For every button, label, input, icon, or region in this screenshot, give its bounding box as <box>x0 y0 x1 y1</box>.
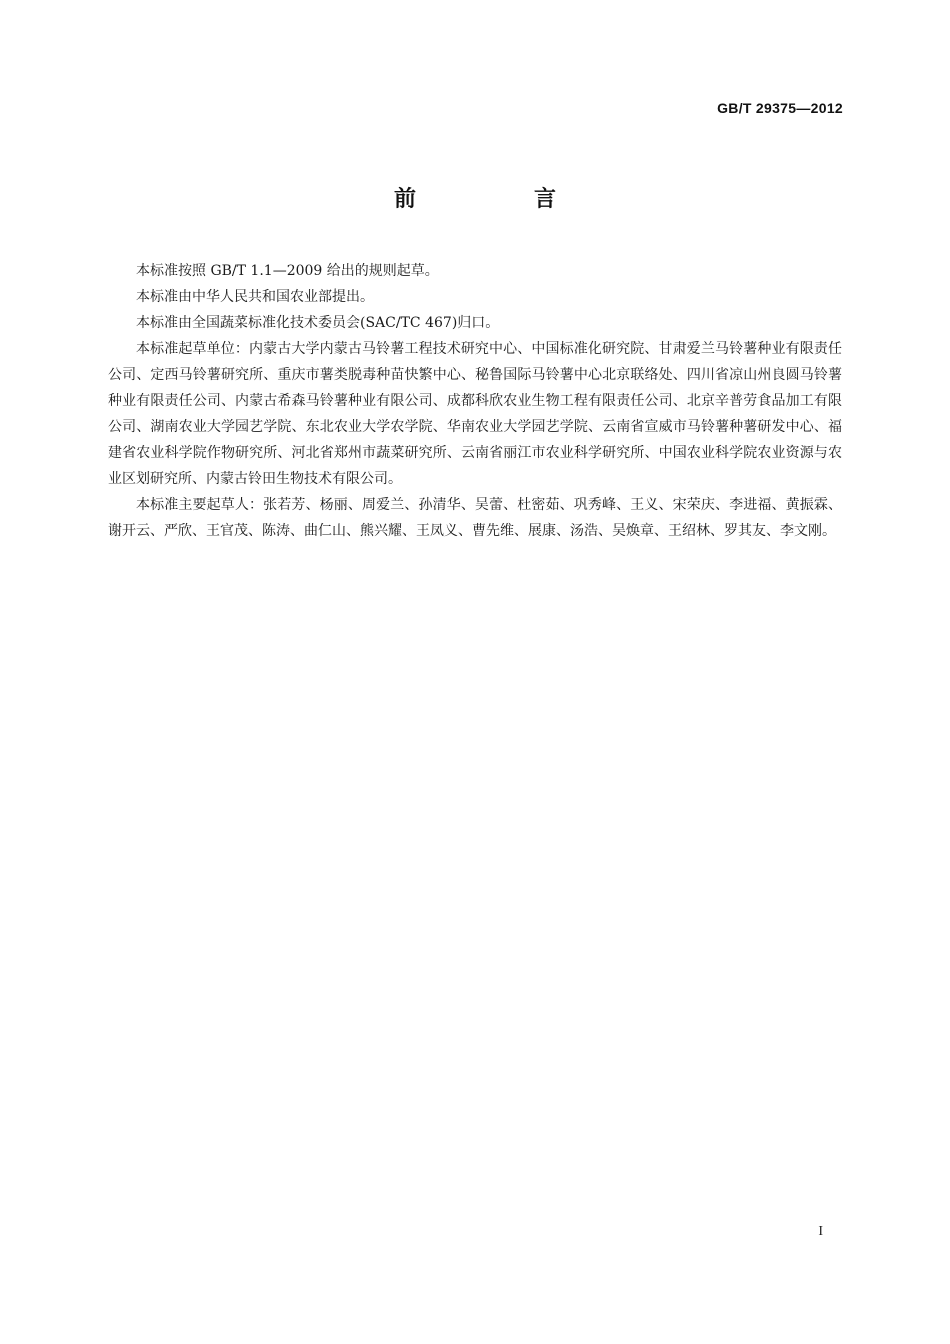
standard-code: GB/T 29375—2012 <box>717 100 843 116</box>
paragraph-drafters: 本标准主要起草人：张若芳、杨丽、周爱兰、孙清华、吴蕾、杜密茹、巩秀峰、王义、宋荣庆、李进福、黄振霖、谢开云、严欣、王官茂、陈涛、曲仁山、熊兴耀、王凤义、曹先维、展康、汤浩、吴焕章、王绍林、罗其友、李文刚。 <box>108 497 842 539</box>
foreword-body <box>108 258 842 544</box>
paragraph-drafting-units: 本标准起草单位：内蒙古大学内蒙古马铃薯工程技术研究中心、中国标准化研究院、甘肃爱兰马铃薯种业有限责任公司、定西马铃薯研究所、重庆市薯类脱毒种苗快繁中心、秘鲁国际马铃薯中心北京联络处、四川省凉山州良圆马铃薯种业有限责任公司、内蒙古希森马铃薯种业有限公司、成都科欣农业生物工程有限责任公司、北京辛普劳食品加工有限公司、湖南农业大学园艺学院、东北农业大学农学院、华南农业大学园艺学院、云南省宣威市马铃薯种薯研发中心、福建省农业科学院作物研究所、河北省郑州市蔬菜研究所、云南省丽江市农业科学研究所、中国农业科学院农业资源与农业区划研究所、内蒙古铃田生物技术有限公司。 <box>108 341 842 487</box>
paragraph-committee: 本标准由全国蔬菜标准化技术委员会(SAC/TC 467)归口。 <box>136 315 500 331</box>
page-number: I <box>818 1224 823 1239</box>
paragraph-proposer: 本标准由中华人民共和国农业部提出。 <box>136 289 374 305</box>
paragraph-drafting-rules: 本标准按照 GB/T 1.1—2009 给出的规则起草。 <box>136 263 439 279</box>
page-title: 前 言 <box>393 187 604 212</box>
